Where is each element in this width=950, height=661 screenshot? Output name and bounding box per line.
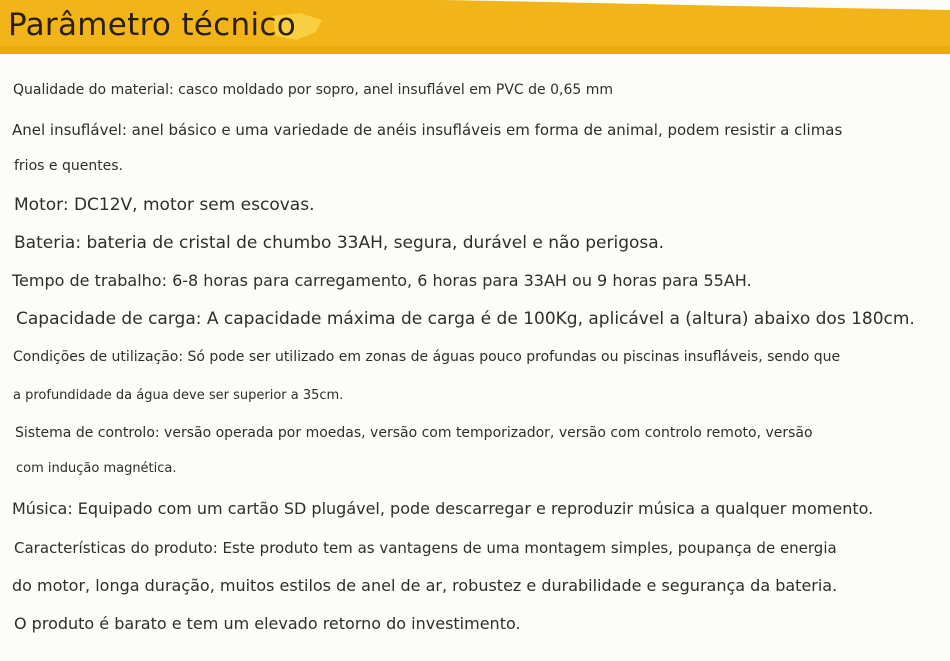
spec-line-conditions-cont: a profundidade da água deve ser superior a 35cm. xyxy=(13,388,344,403)
spec-line-return: O produto é barato e tem um elevado retorno do investimento. xyxy=(14,614,521,633)
spec-line-features: Características do produto: Este produto tem as vantagens de uma montagem simples, poupança de energia xyxy=(14,539,837,557)
spec-line-capacity: Capacidade de carga: A capacidade máxima de carga é de 100Kg, aplicável a (altura) abaixo dos 180cm. xyxy=(16,309,915,329)
spec-line-control-cont: com indução magnética. xyxy=(16,461,177,476)
spec-line-features-cont: do motor, longa duração, muitos estilos de anel de ar, robustez e durabilidade e segurança da bateria. xyxy=(12,576,838,595)
page-title: Parâmetro técnico xyxy=(8,7,296,43)
spec-line-ring: Anel insuflável: anel básico e uma variedade de anéis insufláveis em forma de animal, podem resistir a climas xyxy=(12,121,843,139)
spec-line-motor: Motor: DC12V, motor sem escovas. xyxy=(14,195,315,215)
spec-line-conditions: Condições de utilização: Só pode ser utilizado em zonas de águas pouco profundas ou piscinas insufláveis, sendo que xyxy=(13,349,841,365)
spec-line-worktime: Tempo de trabalho: 6-8 horas para carregamento, 6 horas para 33AH ou 9 horas para 55AH. xyxy=(12,271,752,290)
spec-line-battery: Bateria: bateria de cristal de chumbo 33AH, segura, durável e não perigosa. xyxy=(14,233,665,253)
spec-line-ring-cont: frios e quentes. xyxy=(14,158,124,174)
spec-line-control: Sistema de controlo: versão operada por moedas, versão com temporizador, versão com controlo remoto, versão xyxy=(15,425,813,441)
spec-line-music: Música: Equipado com um cartão SD plugável, pode descarregar e reproduzir música a qualquer momento. xyxy=(12,499,874,518)
spec-line-material: Qualidade do material: casco moldado por sopro, anel insuflável em PVC de 0,65 mm xyxy=(13,82,613,98)
header-banner xyxy=(0,0,950,54)
